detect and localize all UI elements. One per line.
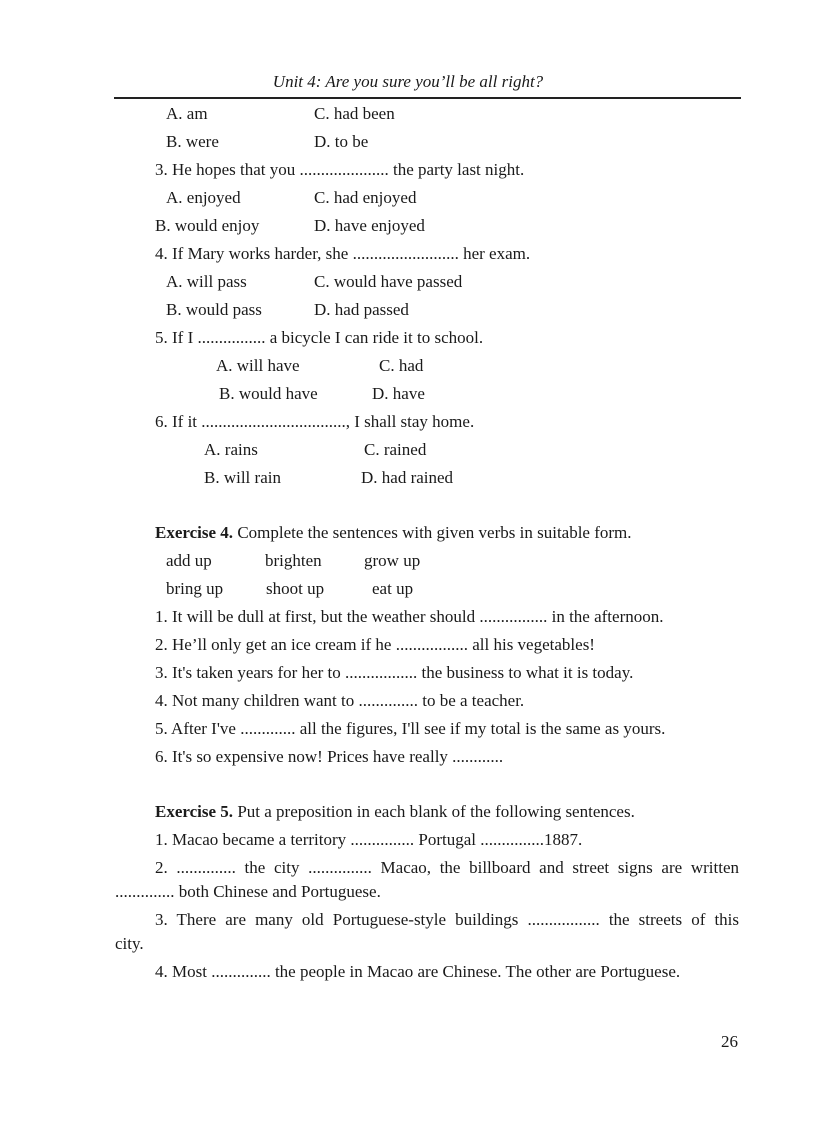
exercise-4-item: 6. It's so expensive now! Prices have really ............ xyxy=(155,747,504,766)
verb-option: shoot up xyxy=(266,579,325,598)
q5-option-a: A. will have xyxy=(216,356,300,375)
q4-option-c: C. would have passed xyxy=(314,272,463,291)
verb-option: eat up xyxy=(372,579,414,598)
exercise-5-title: Exercise 5. xyxy=(155,802,234,821)
q5-option-c: C. had xyxy=(379,356,424,375)
verb-option: add up xyxy=(166,551,212,570)
exercise-4-item: 5. After I've ............. all the figures, I'll see if my total is the same as yours. xyxy=(155,719,666,738)
q6-stem: 6. If it .................................., I shall stay home. xyxy=(155,412,475,431)
q4-option-a: A. will pass xyxy=(166,272,247,291)
q6-option-d: D. had rained xyxy=(361,468,454,487)
exercise-5-item-2-line-2: .............. both Chinese and Portuguese. xyxy=(115,882,381,901)
exercise-5-instruction: Put a preposition in each blank of the following sentences. xyxy=(233,802,635,821)
exercise-5-item-3-line-1: 3. There are many old Portuguese-style buildings ................. the streets of this xyxy=(155,910,739,929)
verb-option: grow up xyxy=(364,551,421,570)
q4-option-b: B. would pass xyxy=(166,300,262,319)
q6-option-c: C. rained xyxy=(364,440,427,459)
q4-stem: 4. If Mary works harder, she ......................... her exam. xyxy=(155,244,531,263)
q3-stem: 3. He hopes that you ..................... the party last night. xyxy=(155,160,525,179)
header-rule xyxy=(114,97,741,99)
q2-option-b: B. were xyxy=(166,132,219,151)
exercise-4-item: 3. It's taken years for her to ................. the business to what it is today. xyxy=(155,663,634,682)
q3-option-d: D. have enjoyed xyxy=(314,216,425,235)
q2-option-d: D. to be xyxy=(314,132,369,151)
page-number: 26 xyxy=(721,1032,738,1051)
exercise-4-item: 4. Not many children want to .............. to be a teacher. xyxy=(155,691,525,710)
exercise-4-title: Exercise 4. xyxy=(155,523,234,542)
q6-option-b: B. will rain xyxy=(204,468,281,487)
q5-stem: 5. If I ................ a bicycle I can ride it to school. xyxy=(155,328,484,347)
q2-option-a: A. am xyxy=(166,104,208,123)
q3-option-a: A. enjoyed xyxy=(166,188,241,207)
exercise-5-heading xyxy=(155,802,635,822)
verb-option: brighten xyxy=(265,551,322,570)
q5-option-d: D. have xyxy=(372,384,425,403)
q3-option-b: B. would enjoy xyxy=(155,216,260,235)
exercise-5-item-1: 1. Macao became a territory ............... Portugal ...............1887. xyxy=(155,830,583,849)
exercise-4-instruction: Complete the sentences with given verbs in suitable form. xyxy=(233,523,632,542)
q3-option-c: C. had enjoyed xyxy=(314,188,417,207)
q6-option-a: A. rains xyxy=(204,440,258,459)
running-header: Unit 4: Are you sure you’ll be all right? xyxy=(272,72,544,91)
q4-option-d: D. had passed xyxy=(314,300,409,319)
exercise-5-item-4: 4. Most .............. the people in Macao are Chinese. The other are Portuguese. xyxy=(155,962,681,981)
q5-option-b: B. would have xyxy=(219,384,318,403)
exercise-5-item-2-line-1: 2. .............. the city ............... Macao, the billboard and street signs are written xyxy=(155,858,739,877)
exercise-4-item: 2. He’ll only get an ice cream if he ................. all his vegetables! xyxy=(155,635,595,654)
q2-option-c: C. had been xyxy=(314,104,395,123)
exercise-4-heading xyxy=(155,523,632,543)
exercise-5-item-3-line-2: city. xyxy=(115,934,144,953)
verb-option: bring up xyxy=(166,579,224,598)
exercise-4-item: 1. It will be dull at first, but the weather should ................ in the afternoon. xyxy=(155,607,664,626)
